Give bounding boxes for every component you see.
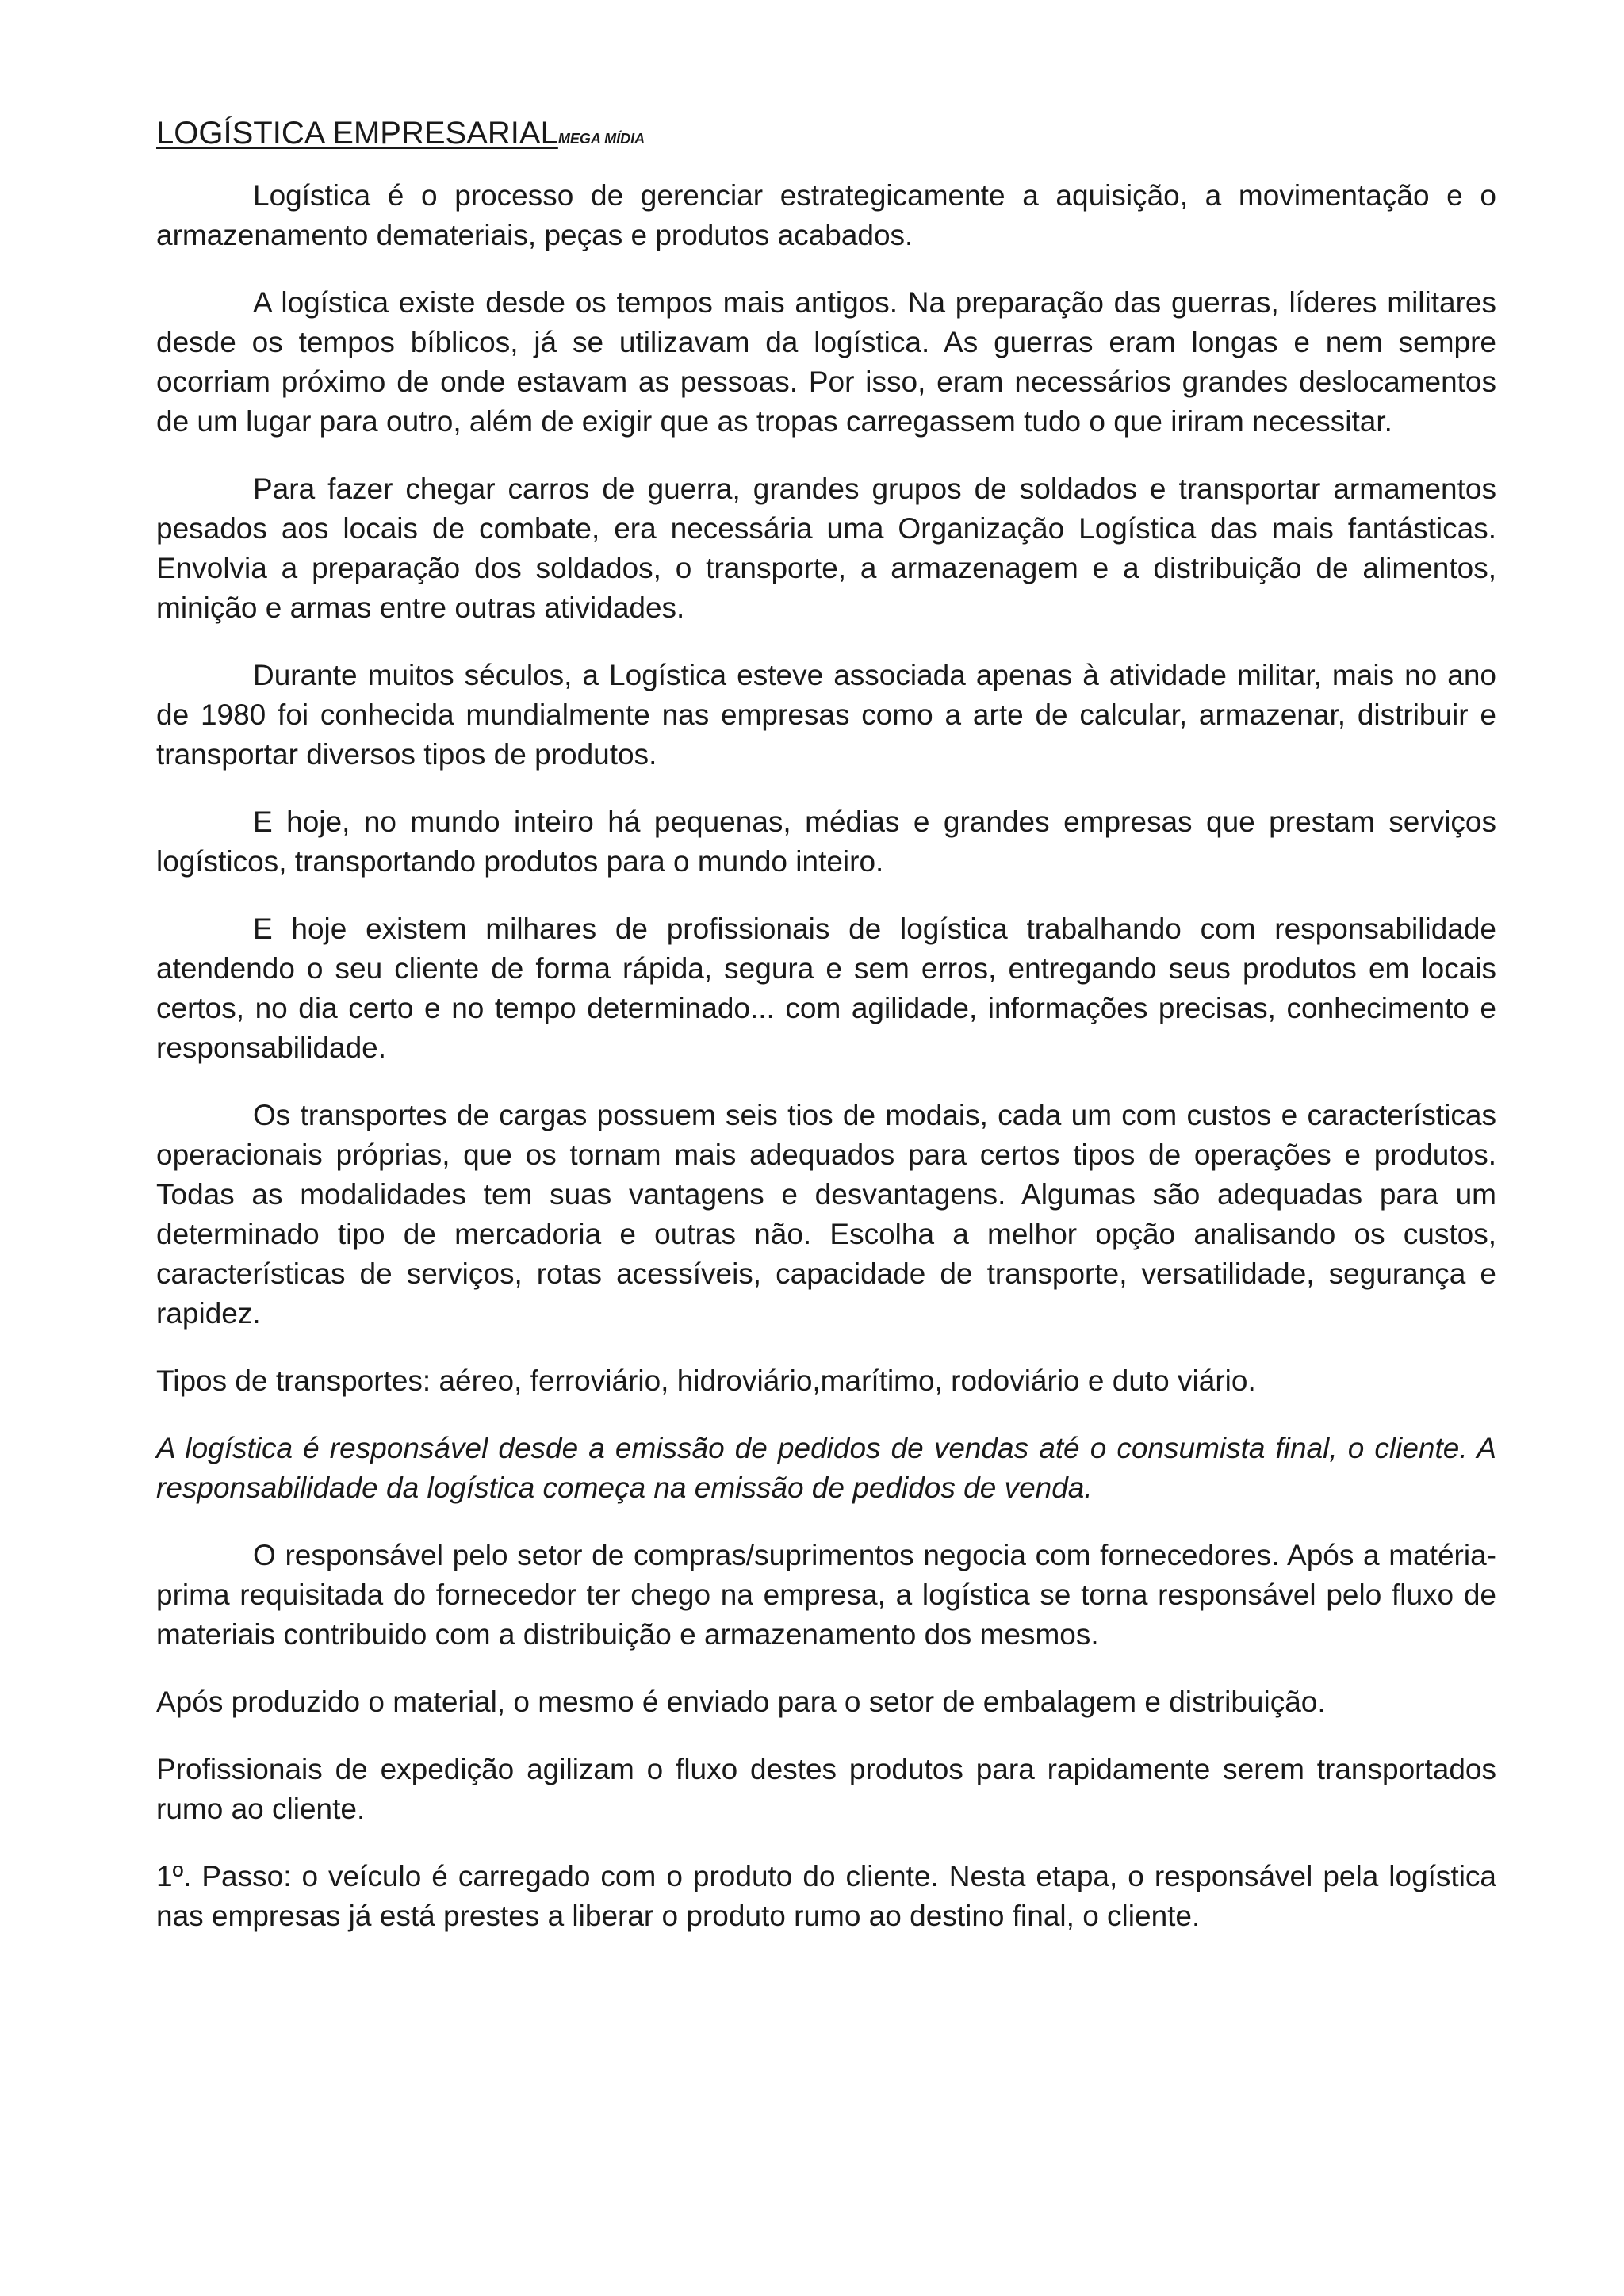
paragraph-purchasing: O responsável pelo setor de compras/suprimentos negocia com fornecedores. Após a matéria-prima requisitada do fornecedor ter chego na empresa, a logística se torna responsável pelo fluxo de materiais contribuido com a distribuição e armazenamento dos mesmos. [156,1539,1496,1651]
paragraph-responsibility: A logística é responsável desde a emissão de pedidos de vendas até o consumista final, o cliente. A responsabilidade da logística começa na emissão de pedidos de venda. [156,1432,1496,1504]
paragraph-packaging: Após produzido o material, o mesmo é enviado para o setor de embalagem e distribuição. [156,1686,1326,1718]
paragraph-transport-modes: Os transportes de cargas possuem seis tios de modais, cada um com custos e características operacionais próprias, que os tornam mais adequados para certos tipos de operações e produtos. Todas as modalidades tem suas vantagens e desvantagens. Algumas são adequadas para um determinado tipo de mercadoria e outras não. Escolha a melhor opção analisando os custos, características de serviços, rotas acessíveis, capacidade de transporte, versatilidade, segurança e rapidez. [156,1099,1496,1330]
paragraph-centuries: Durante muitos séculos, a Logística esteve associada apenas à atividade militar, mais no ano de 1980 foi conhecida mundialmente nas empresas como a arte de calcular, armazenar, distribuir e transportar diversos tipos de produtos. [156,659,1496,771]
paragraph-expedition: Profissionais de expedição agilizam o fluxo destes produtos para rapidamente serem transportados rumo ao cliente. [156,1753,1496,1825]
title-line [156,113,1496,159]
paragraph-companies-today: E hoje, no mundo inteiro há pequenas, médias e grandes empresas que prestam serviços logísticos, transportando produtos para o mundo inteiro. [156,806,1496,878]
document-title-tag: MEGA MÍDIA [557,131,645,147]
document-title: LOGÍSTICA EMPRESARIAL [156,116,558,151]
paragraph-transport-types: Tipos de transportes: aéreo, ferroviário, hidroviário,marítimo, rodoviário e duto viário. [156,1364,1256,1397]
paragraph-military-organization: Para fazer chegar carros de guerra, grandes grupos de soldados e transportar armamentos pesados aos locais de combate, era necessária uma Organização Logística das mais fantásticas. Envolvia a preparação dos soldados, o transporte, a armazenagem e a distribuição de alimentos, minição e armas entre outras atividades. [156,473,1496,624]
paragraph-first-step: 1º. Passo: o veículo é carregado com o produto do cliente. Nesta etapa, o responsável pela logística nas empresas já está prestes a liberar o produto rumo ao destino final, o cliente. [156,1860,1496,1932]
paragraph-history: A logística existe desde os tempos mais antigos. Na preparação das guerras, líderes militares desde os tempos bíblicos, já se utilizavam da logística. As guerras eram longas e nem sempre ocorriam próximo de onde estavam as pessoas. Por isso, eram necessários grandes deslocamentos de um lugar para outro, além de exigir que as tropas carregassem tudo o que iriram necessitar. [156,286,1496,438]
document-body [156,113,1496,1964]
paragraph-professionals: E hoje existem milhares de profissionais de logística trabalhando com responsabilidade atendendo o seu cliente de forma rápida, segura e sem erros, entregando seus produtos em locais certos, no dia certo e no tempo determinado... com agilidade, informações precisas, conhecimento e responsabilidade. [156,913,1496,1064]
paragraph-definition: Logística é o processo de gerenciar estrategicamente a aquisição, a movimentação e o armazenamento demateriais, peças e produtos acabados. [156,179,1496,251]
